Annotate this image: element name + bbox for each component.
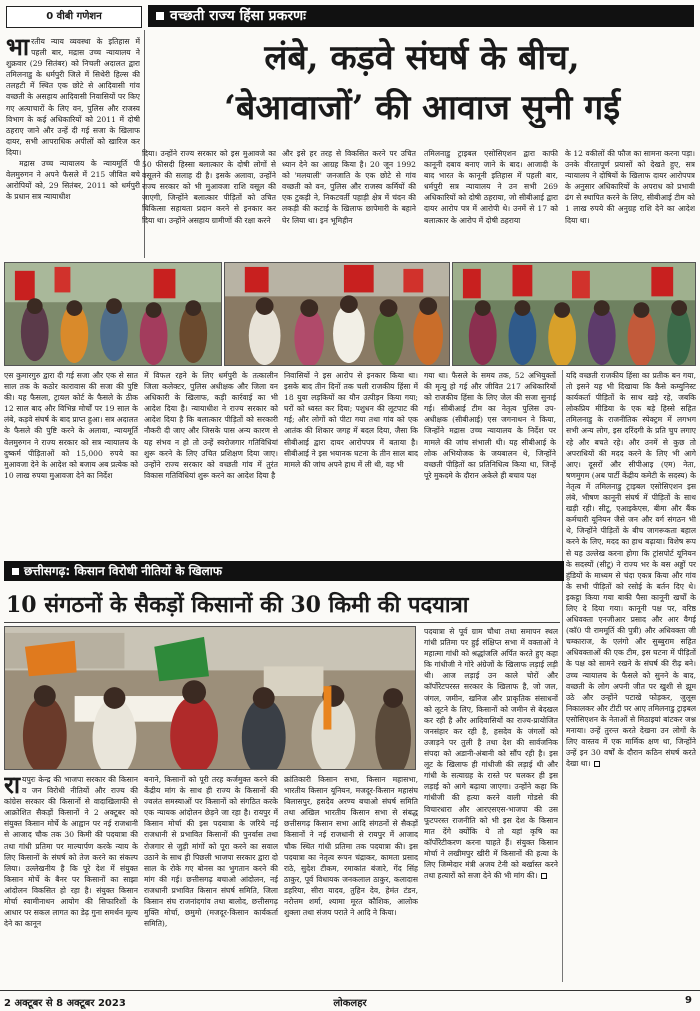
second-kicker-banner [4,561,564,581]
top-story-col-3: और इसे हर तरह से विकसित करने पर उचित ध्यान देने का आग्रह किया है। 20 जून 1992 को 'मलयाली' जनजाति के एक छोटे से गांव वच्छती को वन, पुलिस और राजस्व कर्मियों की एक टुकड़ी ने, निकटवर्ती पहाड़ी क्षेत्र में चंदन की लकड़ी की कटाई के खिलाफ छापेमारी के बहाने घेर लिया था। इन भूमिहीन [282,149,416,225]
second-story-col-a [4,774,138,986]
publication-name: लोकलहर [333,998,367,1009]
headline-line-2: ‘बेआवाजों’ की आवाज सुनी गई [223,88,621,128]
story-end-mark-icon [594,761,600,767]
top-story-below-1: एस कुमारगुरु द्वारा दी गई सजा और एक से सात साल तक के कठोर कारावास की सजा की पुष्टि की। यह फैसला, ट्रायल कोर्ट के फैसले के ठीक 12 साल बाद और विभिन्न मोर्चों पर 19 साल के लंबे, कड़वे संघर्ष के बाद प्राप्त हुआ। सत्र अदालत के फैसले की पुष्टि करने के अलावा, न्यायमूर्ति वेलमुरुगन ने राज्य सरकार को सत्र न्यायालय के दुष्कर्म पीड़िताओं को 15,000 रुपये का मुआवजा देने के आदेश को बजाय अब प्रत्येक को 10 लाख रुपया मुआवजा देने का निर्देश [4,371,138,480]
protest-photo-1 [4,262,222,366]
right-column-text: यदि वच्छती राजकीय हिंसा का प्रतीक बन गया, तो इसने यह भी दिखाया कि कैसे कम्युनिस्ट कार्यकर्ता पीड़ितों के साथ खड़े रहे, जबकि लोकप्रिय मीडिया के एक बड़े हिस्से सहित तमिलनाडु के राजनीतिक स्पेक्ट्रम में लगभग सभी अन्य लोग, इस दरिंदगी के प्रति चुप लगाए रहे और बचते रहे। और उनमें से कुछ तो अपराधियों की मदद करने के लिए भी आगे आए। दूसरों और सीपीआइ (एम) नेता, षणमुगम (अब पार्टी केंद्रीय कमेटी के सदस्य) के नेतृत्व में तमिलनाडु ट्राइबल एसोसिएशन इस लंबे, भीषण कानूनी संघर्ष में पीड़ितों के साथ खड़ी रही। सीटू, एआइकेएस, बीमा और बैंक कर्मचारी यूनियन जैसे जन और वर्ग संगठन भी थे, जिन्होंने पीड़ितों के बीच जागरूकता बहाल करने के लिए, मदद का हाथ बढ़ाया। विशेष रूप से यह उल्लेख करना होगा कि ट्रांसपोर्ट यूनियन के सदस्यों (सीटू) ने राज्य भर के बस अड्डों पर हुंडियों के माध्यम से चंदा एकत्र किया और गांव के सभी पीड़ितों को रसोई के बर्तन दिए थे। इकट्ठा किया गया बाकी पैसा कानूनी खर्चों के लिए दे दिया गया। कानूनी पक्ष पर, वरिष्ठ अधिवक्ता एनजीआर प्रसाद और आर वैगई (कॉ0 पी राममूर्ति की पुत्री) और अधिवक्ता जी चम्काराज, के एलंगो और सुब्बुराम सहित अधिवक्ताओं की एक टीम, इस घटना में पीड़ितों के पक्ष को सामने रखने के संघर्ष की रीढ़ बने। उच्च न्यायालय के फैसले को सुनने के बाद, वच्छती के लोग अपनी जीत पर खुशी से झूम उठे और उन्होंने पटाखे फोड़कर, जुलूस निकालकर और टीटी पर आए तमिलनाडु ट्राइबल एसोसिएशन के नेताओं से मिठाइयां बांटकर जश्न मनाया। उन्हें तुरन्त करते देखना उन लोगों के लिए वास्तव में एक मार्मिक क्षण था, जिन्होंने उन्हें इन 30 वर्षों के दौरान कठिन संघर्ष करते देखा था। [566,371,696,769]
square-bullet-icon [12,568,19,575]
top-story-col-4: तमिलनाडु ट्राइबल एसोसिएशन द्वारा काफी कानूनी दबाव बनाए जाने के बाद। आजादी के बाद भारत के कानूनी इतिहास में पहली बार, धर्मपुरी सत्र न्यायालय ने उन सभी 269 अधिकारियों को दोषी ठहराया, जो सीबीआई द्वारा दायर आरोप पत्र में आरोपी थे। उनमें से 17 को बलात्कार के आरोप में दोषी ठहराया [424,149,558,225]
second-story-col-c: क्रांतिकारी किसान सभा, किसान महासभा, भारतीय किसान यूनियन, मजदूर-किसान महासंघ बिलासपुर, हसदेव अरण्य बचाओ संघर्ष समिति तथा अखिल भारतीय किसान सभा से संबद्ध छत्तीसगढ़ किसान सभा आदि संगठनों से सैकड़ों किसानों ने नई राजधानी से रायपुर में आजाद चौक स्थित गांधी प्रतिमा तक पदयात्रा की। इस पदयात्रा का नेतृत्व रूपन चंद्राकर, कामता प्रसाद राठे, सुदेश टीकम, रमाकांत बंजारे, गेंद सिंह ठाकुर, पूर्व विधायक जनकलाल ठाकुर, कलादास डहरिया, सीरा यादव, तुहिन देव, हेमंत टंडन, नरोत्तम शर्मा, श्यामा मूरत कौशिक, आलोक शुक्ला तथा संजय पराते ने आदि ने किया। [284,775,418,918]
top-story-below-3: निवासियों ने इस आरोप से इनकार किया था। इसके बाद तीन दिनों तक चली राजकीय हिंसा में 18 युवा लड़कियों का यौन उत्पीड़न किया गया; घरों को ध्वस्त कर दिया; पशुधन की लूटपाट की गई; और लोगों को पीटा गया तथा गांव को एक आतंक की शिकार जगह में बदल दिया, जैसा कि सीबीआई द्वारा दायर आरोपपत्र में बताया है। सीबीआई ने इस भयानक घटना के तीन साल बाद मामले की जांच अपने हाथ में ली थी, वह भी [284,371,418,469]
byline: 0 वीबी गणेशन [6,6,142,28]
second-headline: 10 संगठनों के सैकड़ों किसानों की 30 किमी की पदयात्रा [6,592,469,618]
issue-date: 2 अक्टूबर से 8 अक्टूबर 2023 [4,998,126,1009]
second-story-col-d [424,626,558,986]
top-story-right-column [566,370,696,982]
protest-photo-2 [224,262,450,366]
page-number: 9 [685,995,692,1006]
second-story-col-b: बनाने, किसानों को पूरी तरह कर्जमुक्त करने की केंद्रीय मांग के साथ ही राज्य के किसानों की ज्वलंत समस्याओं पर किसानों को संगठित करके एक न्यायक आंदोलन छेड़ने जा रहा है। रायपुर में किसान मोर्चा की इस पदयात्रा के जरिये नई राजधानी से प्रभावित किसानों की पुनर्वास तथा रोजगार से जुड़ी मांगों को पूरा करने का सवाल उठाने के साथ ही पिछली भाजपा सरकार द्वारा दो साल के रोके गए बोनस का भुगतान करने की मांग की गई। छत्तीसगढ़ बचाओ आंदोलन, नई राजधानी प्रभावित किसान संघर्ष समिति, जिला किसान संघ राजनांदगांव तथा बालोद, छत्तीसगढ़ मुक्ति मोर्चा, छमुमो (मजदूर-किसान कार्यकर्ता समिति), [144,775,278,929]
page-footer [0,990,700,1011]
protest-photo-3 [452,262,696,366]
square-bullet-icon [156,12,164,20]
top-story-col-5: के 12 वकीलों की फौज का सामना करना पड़ा। उनके वीरतापूर्ण प्रयासों को देखते हुए, सत्र न्यायालय ने दोषियों के खिलाफ दायर आरोपपत्र के अनुसार अधिकारियों के अपराध को प्रभावी ढंग से स्थापित करने के लिए, सीबीआई टीम को 1 लाख रुपये की अनुग्रह राशि देने का आदेश दिया था। [565,149,695,225]
march-photo [4,626,416,770]
top-kicker-banner [148,5,694,27]
top-story-below-4: गया था। फैसले के समय तक, 52 अभियुक्तों की मृत्यु हो गई और जीवित 217 अधिकारियों को राजकीय हिंसा के लिए जेल की सजा सुनाई गई। सीबीआई टीम का नेतृत्व पुलिस उप-अधीक्षक (सीबीआई) एस जगनाथन ने किया, जिन्होंने मद्रास उच्च न्यायालय के निर्देश पर मामले की जांच संभाली थी। यह सीबीआई के लोक अभियोजक के जयबालन थे, जिन्होंने वच्छती पीड़ितों का प्रतिनिधित्व किया था, जिन्हें पूरे मुकदमे के दौरान अकेले ही बचाव पक्ष [424,371,556,480]
second-paragraph: मद्रास उच्च न्यायालय के न्यायमूर्ति पी वेलमुरुगन ने अपने फैसले में 215 जीवित बचे आरोपियों को, 29 सितंबर, 2011 को धर्मपुरी के प्रधान सत्र न्यायाधीश [6,159,140,202]
headline-line-1: लंबे, कड़वे संघर्ष के बीच, [264,38,580,78]
dropcap: रा [4,774,21,799]
headline-rule [4,622,560,623]
top-kicker: वच्छती राज्य हिंसा प्रकरणः [170,8,307,24]
second-story-lead: यपुरः केन्द्र की भाजपा सरकार की किसान व जन विरोधी नीतियों और राज्य की कांग्रेस सरकार की किसानों से वादाखिलाफी से आक्रोशित सैकड़ों किसानों ने 2 अक्टूबर को संयुक्त किसान मोर्चे के आह्वान पर नई राजधानी से आजाद चौक तक 30 किमी की पदयात्रा की तथा गांधी प्रतिमा पर माल्यार्पण करके न्याय के लिए किसानों के संघर्ष को तेज करने का संकल्प लिया। उल्लेखनीय है कि पूरे देश में संयुक्त किसान मोर्चे के बैनर पर किसानों का साझा आंदोलन विकसित हो रहा है। संयुक्त किसान मोर्चा स्वामीनाथन आयोग की सिफारिशों के आधार पर सकल लागत का डेढ़ गुना समर्थन मूल्य देने का कानून [4,775,138,929]
lead-paragraph: रतीय न्याय व्यवस्था के इतिहास में पहली बार, मद्रास उच्च न्यायालय ने शुक्रवार (29 सितंबर) को निचली अदालत द्वारा तमिलनाडु के धर्मपुरी जिले में सिथेरी हिल्स की तलहटी में स्थित एक छोटे से आदिवासी गांव वच्छती के असहाय आदिवासी निवासियों पर किए गए अत्याचारों के लिए वन, पुलिस और राजस्व विभाग के कई अधिकारियों को 2011 में दोषी ठहराए जाने और उन्हें दी गई सजा के खिलाफ दायर, सभी आपराधिक अपीलों को खारिज कर दिया। [6,37,140,157]
story-end-mark-icon [541,873,547,879]
top-story-col-1 [6,36,140,258]
right-column-divider [562,370,563,982]
top-story-col-2: दिया। उन्होंने राज्य सरकार को इस मुआवजे का 50 फीसदी हिस्सा बलात्कार के दोषी लोगों से वसूलने की सलाह दी है। इसके अलावा, उन्होंने राज्य सरकार को भी मुआवजा राशि वसूल की जाएगी, जिन्होंने बलात्कार पीड़ितों को उचित चिकित्सा सहायता प्रदान करने से इनकार कर दिया था। उन्होंने असहाय ग्रामीणों की रक्षा करने [142,149,276,225]
dropcap: भा [6,36,30,61]
top-story-below-2: में विफल रहने के लिए धर्मपुरी के तत्कालीन जिला कलेक्टर, पुलिस अधीक्षक और जिला वन अधिकारी के खिलाफ, कड़ी कार्रवाई का भी आदेश दिया है। न्यायाधीश ने राज्य सरकार को आदेश दिया है कि बलात्कार पीड़ितों को सरकारी नौकरी दी जाए और जिसके पास अन्य कारण से यह संभव न हो तो उन्हें स्वरोजगार गतिविधियां शुरू करने के लिए उचित प्रशिक्षण दिया जाए। उन्होंने राज्य सरकार को वच्छती गांव में तुरंत विकास गतिविधियां शुरू करने का आदेश दिया है [144,371,278,480]
second-kicker: छत्तीसगढ़: किसान विरोधी नीतियों के खिलाफ [24,564,223,578]
second-story-col-d-text: पदयात्रा से पूर्व ग्राम चौथा तथा समापन स्थल गांधी प्रतिमा पर हुई संक्षिप्त सभा में वक्ताओं ने महात्मा गांधी को श्रद्धांजलि अर्पित करते हुए कहा कि गांधीजी ने गोरे अंग्रेजों के खिलाफ लड़ाई लड़ी थी। आज लड़ाई उन काले चोरों और कॉर्पोरेटपरस्त सरकार के खिलाफ है, जो जल, जंगल, जमीन, खनिज और प्राकृतिक संसाधनों को लूटने के लिए, किसानों को जमीन से बेदखल कर रही है और आदिवासियों का राज्य-प्रायोजित जनसंहार कर रही है, हसदेव के जंगलों को उजाड़ने पर तुली है तथा देश की सार्वजनिक संपदा को अडानी-अंबानी को सौंप रही है। इस लूट के खिलाफ ही गांधीजी की लड़ाई थी और गांधी के सत्याग्रह के रास्ते पर चलकर ही इस लड़ाई को आगे बढ़ाया जाएगा। उन्होंने कहा कि गांधीजी की हत्या करने वाली गोडसे की विचारधारा और आरएसएस-भाजपा की उस फूटपरस्त राजनीति को भी इस देश के किसान मात देंगे क्योंकि ये तो यहां कृषि का कॉर्पोरेटीकरण करना चाहते हैं। संयुक्त किसान मोर्चा ने लखीमपुर खीरी में किसानों की हत्या के लिए जिम्मेदार मंत्री अजय टेनी को बर्खास्त करने तथा हत्यारों को सजा देने की भी मांग की। [424,627,558,881]
